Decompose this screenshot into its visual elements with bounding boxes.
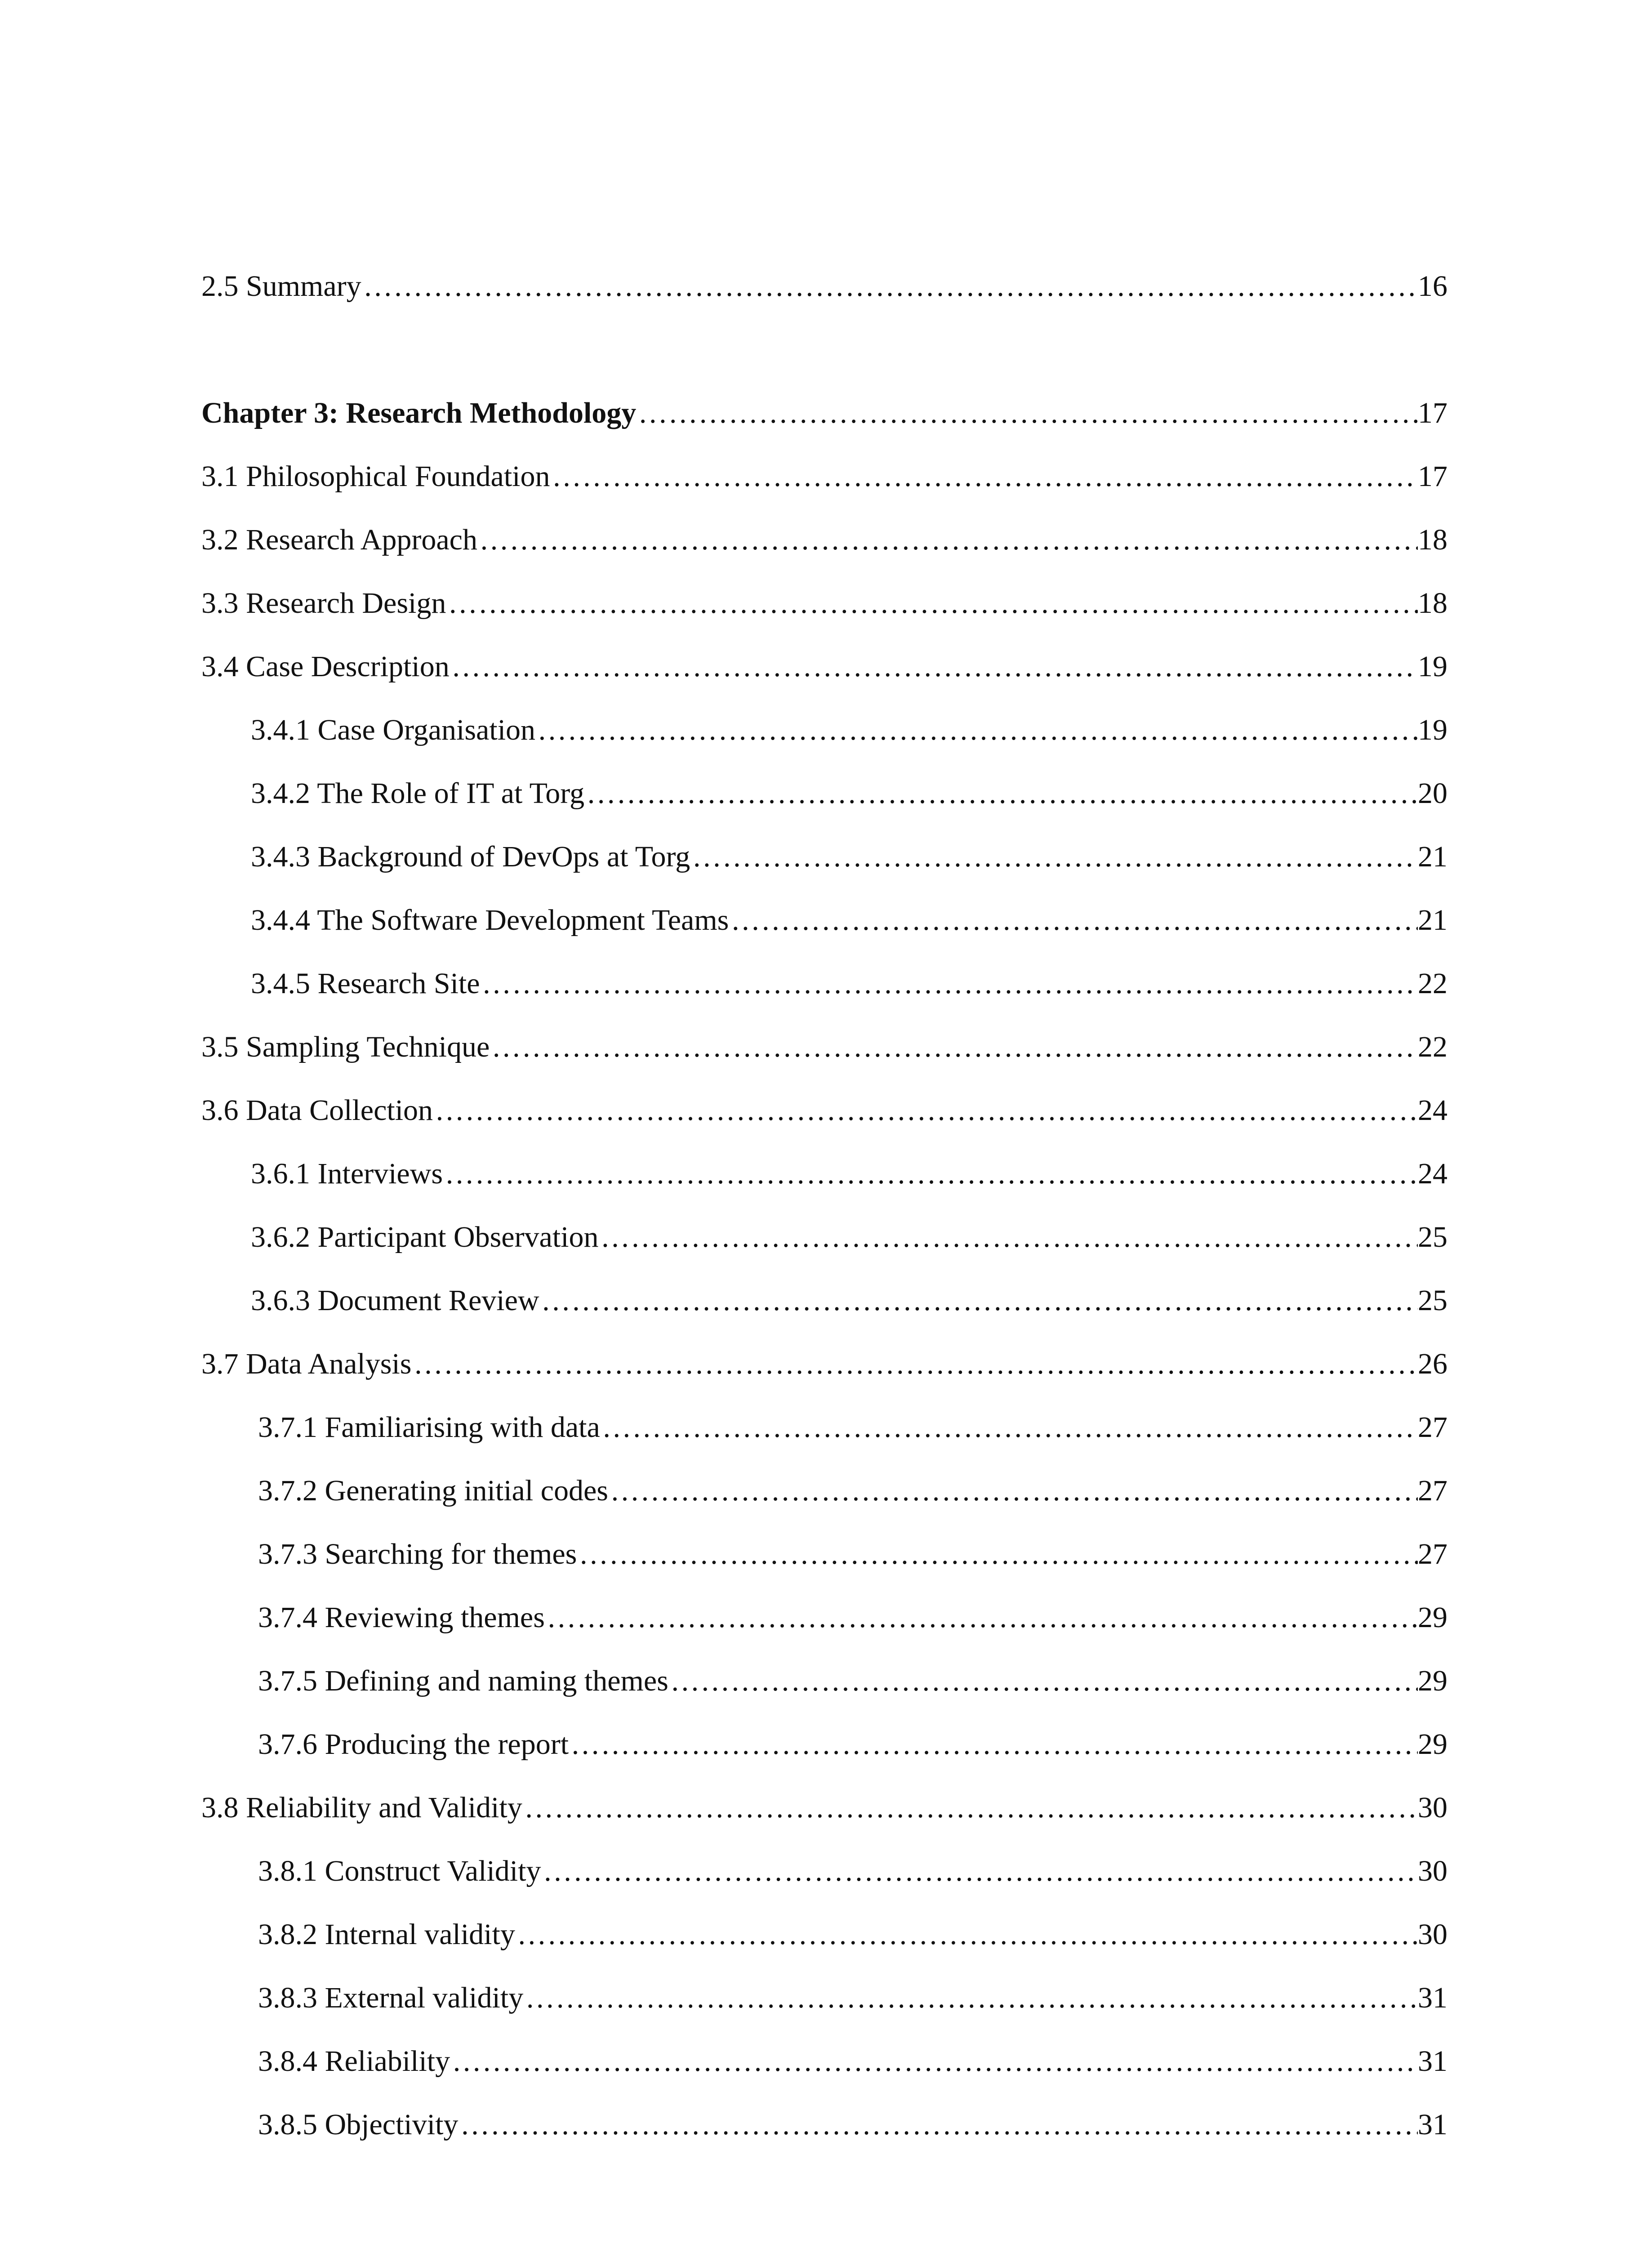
toc-dot-leader xyxy=(480,969,1418,999)
toc-dot-leader xyxy=(668,1666,1418,1696)
toc-dot-leader xyxy=(446,589,1418,618)
toc-page-number: 22 xyxy=(1418,967,1447,1000)
toc-entry-3-8 xyxy=(201,1793,1447,1856)
toc-entry-title: 3.5 Sampling Technique xyxy=(201,1030,490,1063)
toc-entry-title: 3.3 Research Design xyxy=(201,587,446,620)
toc-page-number: 17 xyxy=(1418,397,1447,429)
toc-dot-leader xyxy=(433,1096,1418,1125)
toc-entry-3-8-3 xyxy=(201,1983,1447,2047)
toc-dot-leader xyxy=(411,1349,1418,1379)
toc-page-number: 17 xyxy=(1418,460,1447,493)
toc-entry-3-7 xyxy=(201,1349,1447,1413)
toc-entry-chapter-3 xyxy=(201,398,1447,462)
toc-entry-3-6 xyxy=(201,1096,1447,1159)
toc-page-number: 30 xyxy=(1418,1791,1447,1824)
toc-entry-title: 3.4 Case Description xyxy=(201,650,450,683)
toc-page-number: 31 xyxy=(1418,2045,1447,2078)
toc-entry-3-6-3 xyxy=(201,1286,1447,1349)
table-of-contents xyxy=(201,272,1447,2173)
toc-entry-3-8-1 xyxy=(201,1856,1447,1920)
toc-dot-leader xyxy=(584,779,1418,808)
toc-page-number: 19 xyxy=(1418,714,1447,746)
toc-entry-3-4-4 xyxy=(201,905,1447,969)
toc-dot-leader xyxy=(450,2047,1418,2076)
toc-entry-title: 3.6.3 Document Review xyxy=(251,1284,539,1317)
toc-entry-3-7-5 xyxy=(201,1666,1447,1730)
toc-dot-leader xyxy=(577,1539,1418,1569)
toc-entry-3-5 xyxy=(201,1032,1447,1096)
toc-entry-3-7-3 xyxy=(201,1539,1447,1603)
toc-entry-title: 3.4.1 Case Organisation xyxy=(251,714,536,746)
toc-entry-3-2 xyxy=(201,525,1447,589)
toc-page-number: 25 xyxy=(1418,1284,1447,1317)
toc-entry-3-7-2 xyxy=(201,1476,1447,1539)
toc-entry-title: 3.7.2 Generating initial codes xyxy=(258,1474,608,1507)
toc-dot-leader xyxy=(361,272,1418,301)
toc-entry-title: 3.4.2 The Role of IT at Torg xyxy=(251,777,585,810)
toc-entry-title: 3.4.3 Background of DevOps at Torg xyxy=(251,840,690,873)
toc-entry-3-6-1 xyxy=(201,1159,1447,1222)
toc-entry-title: 3.4.4 The Software Development Teams xyxy=(251,904,729,937)
toc-dot-leader xyxy=(490,1032,1418,1062)
toc-entry-3-4-1 xyxy=(201,715,1447,779)
toc-page-number: 27 xyxy=(1418,1538,1447,1570)
toc-dot-leader xyxy=(515,1920,1418,1949)
toc-entry-title: 3.1 Philosophical Foundation xyxy=(201,460,550,493)
toc-page-number: 20 xyxy=(1418,777,1447,810)
toc-dot-leader xyxy=(535,715,1418,745)
toc-page-number: 18 xyxy=(1418,587,1447,620)
toc-page-number: 19 xyxy=(1418,650,1447,683)
toc-dot-leader xyxy=(443,1159,1418,1189)
toc-entry-title: 2.5 Summary xyxy=(201,270,361,303)
toc-entry-3-8-2 xyxy=(201,1920,1447,1983)
toc-page-number: 18 xyxy=(1418,523,1447,556)
toc-entry-title: 3.8 Reliability and Validity xyxy=(201,1791,522,1824)
toc-entry-2-5 xyxy=(201,272,1447,335)
toc-entry-3-4-3 xyxy=(201,842,1447,905)
toc-entry-title: 3.2 Research Approach xyxy=(201,523,477,556)
toc-page-number: 27 xyxy=(1418,1474,1447,1507)
toc-dot-leader xyxy=(523,1983,1418,2013)
toc-entry-title: 3.8.1 Construct Validity xyxy=(258,1855,541,1887)
toc-page-number: 25 xyxy=(1418,1221,1447,1253)
toc-page-number: 30 xyxy=(1418,1855,1447,1887)
toc-page-number: 29 xyxy=(1418,1728,1447,1761)
toc-entry-3-1 xyxy=(201,462,1447,525)
toc-entry-3-7-6 xyxy=(201,1730,1447,1793)
toc-page-number: 22 xyxy=(1418,1030,1447,1063)
toc-entry-3-3 xyxy=(201,589,1447,652)
toc-dot-leader xyxy=(450,652,1418,682)
toc-dot-leader xyxy=(477,525,1418,555)
toc-entry-title: 3.8.4 Reliability xyxy=(258,2045,450,2078)
toc-page-number: 30 xyxy=(1418,1918,1447,1951)
toc-entry-title: 3.6.2 Participant Observation xyxy=(251,1221,599,1253)
toc-dot-leader xyxy=(539,1286,1418,1316)
toc-dot-leader xyxy=(522,1793,1418,1823)
toc-dot-leader xyxy=(550,462,1418,491)
toc-entry-3-7-1 xyxy=(201,1413,1447,1476)
toc-dot-leader xyxy=(600,1413,1418,1442)
toc-entry-title: 3.8.2 Internal validity xyxy=(258,1918,515,1951)
toc-chapter-title: Chapter 3: Research Methodology xyxy=(201,397,637,429)
toc-entry-3-8-4 xyxy=(201,2047,1447,2110)
toc-dot-leader xyxy=(636,398,1418,428)
toc-entry-title: 3.7.3 Searching for themes xyxy=(258,1538,577,1570)
toc-dot-leader xyxy=(569,1730,1418,1759)
toc-entry-3-4-5 xyxy=(201,969,1447,1032)
toc-page-number: 21 xyxy=(1418,904,1447,937)
toc-page-number: 31 xyxy=(1418,2108,1447,2141)
toc-entry-3-4-2 xyxy=(201,779,1447,842)
toc-page-number: 29 xyxy=(1418,1601,1447,1634)
toc-entry-3-8-5 xyxy=(201,2110,1447,2173)
toc-entry-title: 3.7.6 Producing the report xyxy=(258,1728,569,1761)
toc-entry-3-7-4 xyxy=(201,1603,1447,1666)
toc-entry-3-6-2 xyxy=(201,1222,1447,1286)
toc-dot-leader xyxy=(690,842,1418,872)
toc-page-number: 31 xyxy=(1418,1981,1447,2014)
toc-entry-title: 3.8.3 External validity xyxy=(258,1981,524,2014)
toc-entry-3-4 xyxy=(201,652,1447,715)
toc-entry-title: 3.6 Data Collection xyxy=(201,1094,433,1127)
toc-dot-leader xyxy=(545,1603,1418,1632)
toc-page-number: 26 xyxy=(1418,1347,1447,1380)
toc-page-number: 29 xyxy=(1418,1664,1447,1697)
toc-dot-leader xyxy=(541,1856,1418,1886)
toc-dot-leader xyxy=(729,905,1418,935)
toc-page-number: 27 xyxy=(1418,1411,1447,1444)
toc-page-number: 24 xyxy=(1418,1157,1447,1190)
toc-dot-leader xyxy=(608,1476,1418,1506)
toc-entry-title: 3.4.5 Research Site xyxy=(251,967,480,1000)
toc-entry-title: 3.7.5 Defining and naming themes xyxy=(258,1664,668,1697)
toc-entry-title: 3.6.1 Interviews xyxy=(251,1157,443,1190)
toc-dot-leader xyxy=(599,1222,1418,1252)
toc-page-number: 24 xyxy=(1418,1094,1447,1127)
toc-entry-title: 3.7 Data Analysis xyxy=(201,1347,412,1380)
toc-dot-leader xyxy=(458,2110,1418,2140)
toc-page-number: 16 xyxy=(1418,270,1447,303)
toc-page-number: 21 xyxy=(1418,840,1447,873)
toc-entry-title: 3.7.4 Reviewing themes xyxy=(258,1601,545,1634)
toc-entry-title: 3.7.1 Familiarising with data xyxy=(258,1411,600,1444)
toc-entry-title: 3.8.5 Objectivity xyxy=(258,2108,459,2141)
